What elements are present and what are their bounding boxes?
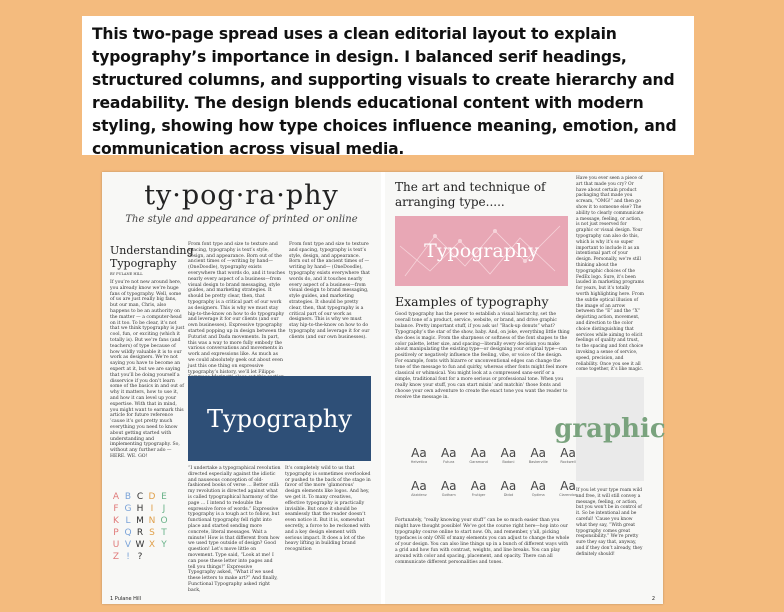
alphabet-letter: P	[113, 528, 119, 538]
font-sample-name: Bodoni	[502, 460, 515, 464]
side-text: Have you ever seen a piece of art that made you cry? Or have about certain product packaging that made you scream, “OMG!” and then go show it to someone else? The ability to clearly communicate a message, feeling, or action, is not just reserved for graphic or visual design. Your typography can also do this, which is why it’s so super important to include it as an intentional part of your design. Personally, we’re still thinking about the typographic choices of the FedEx logo. Sure, it’s been lauded in marketing programs for years, but it’s totally worth highlighting here. From the subtle optical illusion of the image of an arrow between the “E” and the “X” depicting action, movement, and direction to the color choice distinguishing that services while aiming to elicit feelings of quality and trust, to the spacing and font choice invoking a sense of service, speed, precision, and reliability. Once you see it all come together, it’s like magic.	[576, 176, 644, 373]
font-sample-name: Garamond	[469, 460, 488, 464]
left-footer: 1 Pulane Hill	[110, 596, 142, 602]
typography-banner	[188, 376, 371, 461]
magazine-spread	[102, 172, 666, 604]
font-sample-name: Akzidenz	[411, 493, 427, 497]
font-sample-name: Baskerville	[528, 460, 548, 464]
body-text: Good typography has the power to establish a visual hierarchy, set the overall tone of a product, service, website, or brand, and drive graphic balance. Pretty important stuff, if you ask us! “Back-up donuts” what? Typography’s the star of the show, baby. And, on joke, everything little thing she does is magic. From the sharpness or softness of the font shapes to the color palette, letter size, and spacing—literally every decision you make about manipulating the existing type—or designing your original type—can positively or negatively influence the feeling, vibe, or voice of the design. For example, fonts with bizarre or unconventional edges can change the tone of the message to fun and quirky, whereas other fonts might feel more classical or whimsical. You might look at a compressed sans-serif or a simple, traditional font for a more serious or professional tone. When you really know your stuff, you can start mixin’ and matchin’ those fonts and choose your own adventure to create the exact tone you want the reader to receive the message in.	[395, 312, 570, 400]
pink-banner-word: Typography	[424, 240, 539, 262]
font-sample-name: Rockwell	[560, 460, 576, 464]
font-sample-glyph: Aa	[530, 446, 547, 460]
font-sample-name: Frutiger	[471, 493, 486, 497]
font-sample-glyph: Aa	[530, 479, 547, 493]
font-sample	[523, 479, 553, 512]
alphabet-letter: R	[136, 528, 144, 538]
column-2-text: From font type and size to texture and spacing, typography is text’s style, design, and appearance. Born out of the ancient times of —writing by hand— (OneDoodle), typography exists everywhere that words do, and it touches nearly every aspect of a business—from visual design to brand messaging, style guides, and marketing strategies. It should be pretty clear, then, that typography is a critical part of our work as designers. This is why we must stay hip-to-the-know on how to do typography and leverage it for our clients (and our own businesses). Expressive typography started popping up in design between the Futurist and Dada movements. In part, this was a way to more fully embody the various conversations and movements in work and expressions like. As much as we could absolutely geek out about even just this one thing on expressive typography’s history, we’ll let Filippo	[188, 242, 286, 375]
font-sample	[523, 446, 553, 479]
font-sample	[464, 446, 494, 479]
closing-text: It’s completely wild to us that typography is sometimes overlooked or pushed to the back of the stage in favor of the more ‘glamorous’ design elements like logos. And hey, we get it. To many creatives, effective typography is practically invisible. But once it should be seamlessly that the reader doesn’t even notice it. But it is, somewhat secretly, a force to be reckoned with and a key design element with serious impact. It does a lot of the heavy lifting in building brand recognition	[285, 466, 371, 553]
alphabet-letter: X	[148, 540, 156, 550]
font-sample	[464, 479, 494, 512]
pink-typography-banner	[395, 216, 568, 286]
font-sample	[404, 479, 434, 512]
description-card	[82, 16, 694, 158]
font-sample-glyph: Aa	[411, 479, 427, 493]
alphabet-letter: O	[160, 516, 168, 526]
left-column-3	[289, 242, 371, 374]
alphabet-graphic	[110, 491, 170, 561]
font-sample-glyph: Aa	[470, 479, 487, 493]
alphabet-letter: M	[136, 516, 144, 526]
side-text-2: If you let your type roam wild and free, it will still convey a message, feeling, or action, but you won’t be in control of it. So be intentional and be careful! ’Cause you know what they say, “With great typography comes great responsibility.” We’re pretty sure they say that, anyway, and if they don’t already, they definitely should!	[576, 488, 643, 557]
alphabet-letter: U	[112, 540, 120, 550]
font-sample-glyph: Aa	[440, 479, 457, 493]
alphabet-letter: T	[161, 528, 167, 538]
font-sample-glyph: Aa	[440, 446, 457, 460]
alphabet-letter: H	[136, 504, 144, 514]
alphabet-letter: !	[126, 552, 130, 562]
alphabet-letter: F	[113, 504, 119, 514]
side-column	[576, 176, 644, 374]
right-heading: The art and technique of arranging type.....	[395, 180, 546, 209]
closing-column	[285, 466, 371, 596]
font-sample	[494, 479, 524, 512]
font-sample-name: Clarendon	[559, 493, 578, 497]
font-sample	[434, 446, 464, 479]
section-heading: Examples of typography	[395, 294, 549, 309]
left-page	[102, 172, 381, 604]
alphabet-letter: J	[162, 504, 166, 514]
column-3-text: From font type and size to texture and spacing, typography is text’s style, design, and appearance. Born out of the ancient times of —writing by hand— (OneDoodle), typography exists everywhere that words do, and it touches nearly every aspect of a business—from visual design to brand messaging, style guides, and marketing strategies. It should be pretty clear, then, that typography is a critical part of our work as designers. This is why we must stay hip-to-the-know on how to do typography and leverage it for our clients (and our own businesses).	[289, 242, 370, 340]
alphabet-letter: V	[124, 540, 132, 550]
alphabet-letter: S	[149, 528, 155, 538]
banner-word: Typography	[207, 404, 352, 433]
font-sample-name: Gotham	[441, 493, 456, 497]
graphic-word: graphic	[554, 414, 666, 444]
alphabet-letter: B	[124, 492, 132, 502]
font-sample-glyph: Aa	[500, 479, 517, 493]
alphabet-letter: E	[161, 492, 167, 502]
font-sample	[404, 446, 434, 479]
alphabet-letter: ?	[137, 552, 143, 562]
alphabet-letter: N	[148, 516, 156, 526]
alphabet-letter: A	[112, 492, 120, 502]
alphabet-letter: Q	[124, 528, 132, 538]
font-sample-glyph: Aa	[500, 446, 517, 460]
left-column-1	[110, 280, 185, 488]
font-sample-glyph: Aa	[560, 479, 576, 493]
font-samples-grid	[404, 446, 583, 512]
font-sample-name: Futura	[443, 460, 455, 464]
right-footer: 2	[651, 596, 655, 602]
article-heading: Understanding Typography	[110, 244, 194, 270]
alphabet-letter: W	[135, 540, 145, 550]
font-sample	[494, 446, 524, 479]
font-sample-name: Didot	[503, 493, 514, 497]
page-title: ty·pog·ra·phy	[144, 180, 339, 211]
font-sample-glyph: Aa	[560, 446, 576, 460]
side-column-2	[576, 488, 644, 596]
alphabet-letter: K	[113, 516, 119, 526]
bottom-column	[395, 518, 571, 598]
alphabet-letter: G	[124, 504, 132, 514]
font-sample-name: Optima	[531, 493, 545, 497]
body-column	[395, 312, 571, 442]
font-sample-glyph: Aa	[411, 446, 427, 460]
alphabet-letter: Z	[112, 552, 120, 562]
left-column-2	[188, 242, 286, 374]
alphabet-letter: Y	[161, 540, 167, 550]
font-sample	[434, 479, 464, 512]
page-subtitle: The style and appearance of printed or online	[125, 214, 358, 225]
font-sample-glyph: Aa	[470, 446, 487, 460]
alphabet-letter: C	[136, 492, 144, 502]
quote-text: “I undertake a typographical revolution directed especially against the idiotic and nauseous conception of old-fashioned books of verse … Better still: my revolution is directed against what is called typographical harmony of the page … I intend to redouble the expressive force of words.” Expressive typography is a tough act to follow, but functional typography fell right into place and started sending more concrete, literal messages. Wait a minute! How is that different from how we used type outside of design? Good question! Let’s move little on movement. Type said, “Look at me! I can pose these letter into pages and tell you things!” Expressive Typography asked, “What if we used these letters to make art?” And finally, Functional Typography asked right back,	[188, 466, 281, 593]
alphabet-letter: L	[125, 516, 131, 526]
alphabet-letter: I	[150, 504, 154, 514]
quote-column	[188, 466, 281, 596]
byline: BY PULANE HILL	[110, 272, 143, 276]
right-page	[385, 172, 666, 604]
bottom-text: Fortunately, “really knowing your stuff” can be so much easier than you might have thought possible! We’ve got the course right here—hop into our typography course online to start now. Oh, and remember, y’all, picking typefaces is only ONE of many elements you can adjust to change the whole of your design. You can also line things up in a bunch of different ways with a grid and how fun with contrast, weights, and line breaks. You can play around with color and spacing, placement, and opacity. There can all communicate different personalities and tones.	[395, 518, 570, 565]
alphabet-letter: D	[148, 492, 156, 502]
column-1-text: If you’re not new around here, you already know we’re huge fans of typography. Well, some of us are just really big fans, but our man, Chris, also happens to be an authority on the matter — a computer-head on it too. To be clear, it’s not that we think typography is just cool, fun, or exciting (which it totally is). But we’re fans (and teachers) of type because of how wildly valuable it is to our work as designers. We’re not saying you have to become an expert at it, but we are saying that you’ll be doing yourself a disservice if you don’t learn some of the basics in and out of why it matters, how to use it, and how it can level up your expertise. With that in mind, you might want to earmark this article for future reference ’cause it’s got pretty much everything you need to know about getting started with understanding and implementing typography. So, without any further ado — HERE. WE. GO!	[110, 280, 185, 459]
font-sample-name: Helvetica	[410, 460, 428, 464]
description-text: This two-page spread uses a clean editorial layout to explain typography’s importance in design. I balanced serif headings, structured columns, and supporting visuals to create hierarchy and readability. The design blends educational content with modern styling, showing how type choices influence meaning, emotion, and communication across visual media.	[92, 25, 677, 158]
